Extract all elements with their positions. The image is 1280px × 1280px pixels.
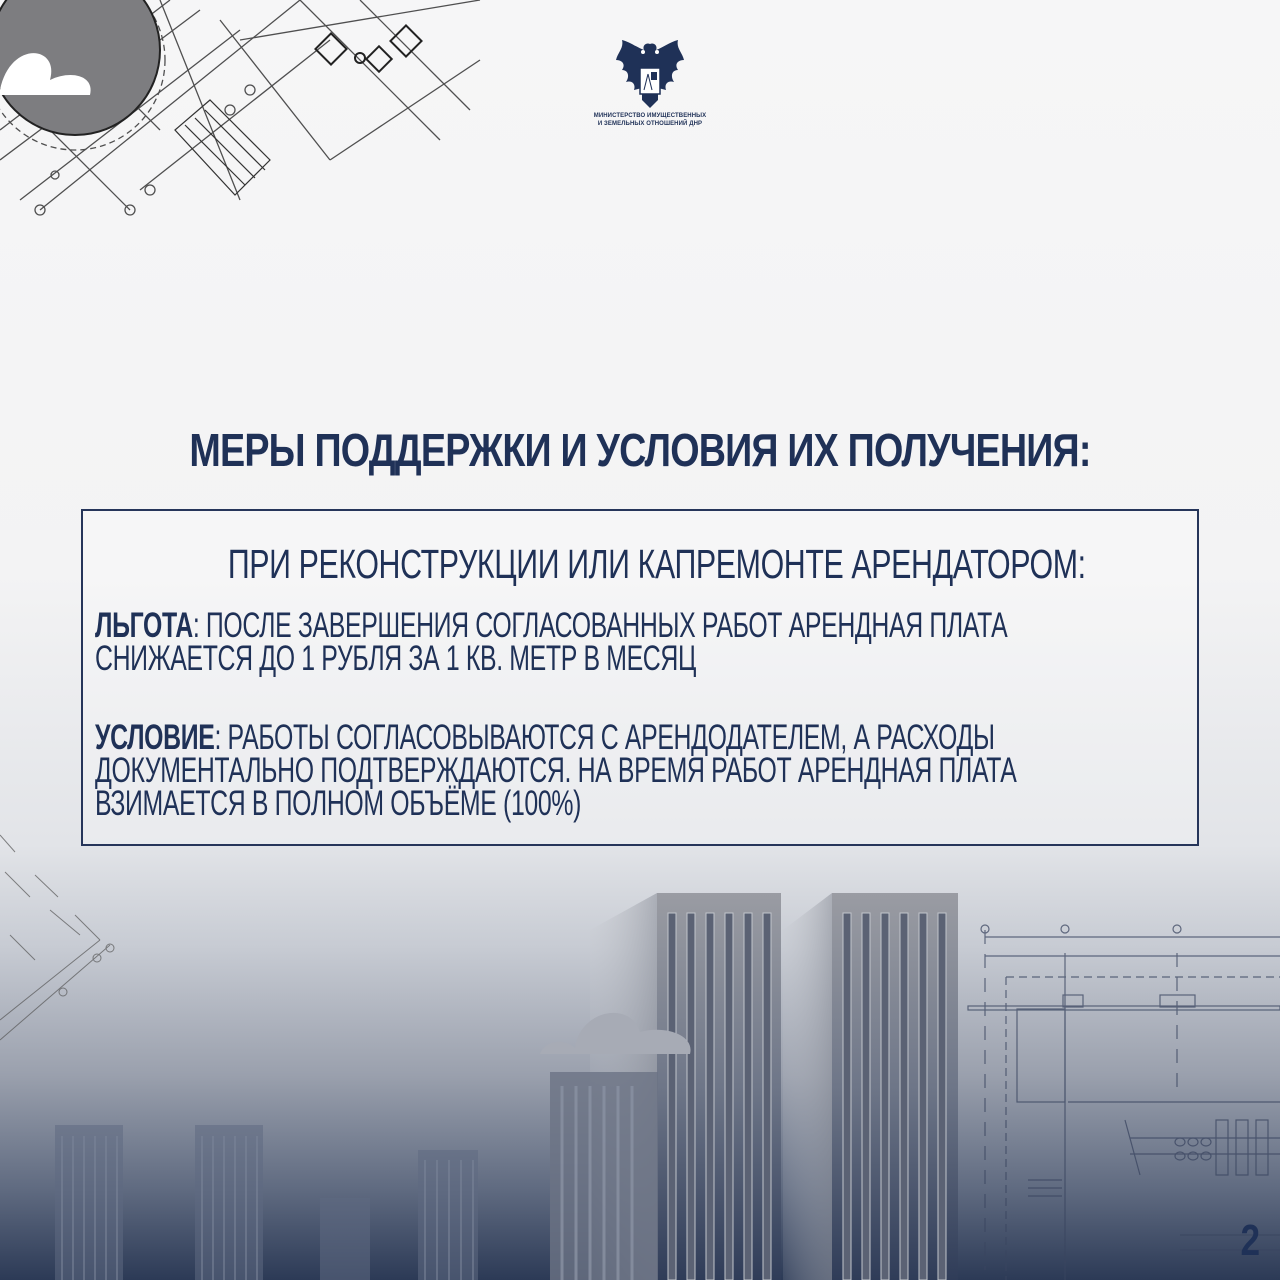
ministry-name-line1: МИНИСТЕРСТВО ИМУЩЕСТВЕННЫХ <box>593 113 707 119</box>
condition-label: УСЛОВИЕ <box>95 718 215 757</box>
box-heading: ПРИ РЕКОНСТРУКЦИИ ИЛИ КАПРЕМОНТЕ АРЕНДАТОРОМ: <box>227 541 1086 587</box>
support-measures-box <box>81 509 1199 846</box>
benefit-label: ЛЬГОТА <box>95 606 193 645</box>
ministry-name <box>560 112 740 128</box>
page-number: 2 <box>1239 1216 1260 1265</box>
page-title: МЕРЫ ПОДДЕРЖКИ И УСЛОВИЯ ИХ ПОЛУЧЕНИЯ: <box>189 424 1091 476</box>
condition-paragraph <box>95 718 1075 823</box>
ministry-name-line2: И ЗЕМЕЛЬНЫХ ОТНОШЕНИЙ ДНР <box>597 121 703 127</box>
dnr-eagle-emblem-icon <box>612 38 688 110</box>
condition-text: : РАБОТЫ СОГЛАСОВЫВАЮТСЯ С АРЕНДОДАТЕЛЕМ, А РАСХОДЫ ДОКУМЕНТАЛЬНО ПОДТВЕРЖДАЮТСЯ. НА ВРЕМЯ РАБОТ АРЕНДНАЯ ПЛАТА ВЗИМАЕТСЯ В ПОЛНОМ ОБЪЁМЕ (100%) <box>95 718 1017 823</box>
ministry-logo <box>560 38 740 128</box>
benefit-text: : ПОСЛЕ ЗАВЕРШЕНИЯ СОГЛАСОВАННЫХ РАБОТ АРЕНДНАЯ ПЛАТА СНИЖАЕТСЯ ДО 1 РУБЛЯ ЗА 1 КВ. МЕТР В МЕСЯЦ <box>95 606 1008 678</box>
benefit-paragraph <box>95 606 1075 678</box>
